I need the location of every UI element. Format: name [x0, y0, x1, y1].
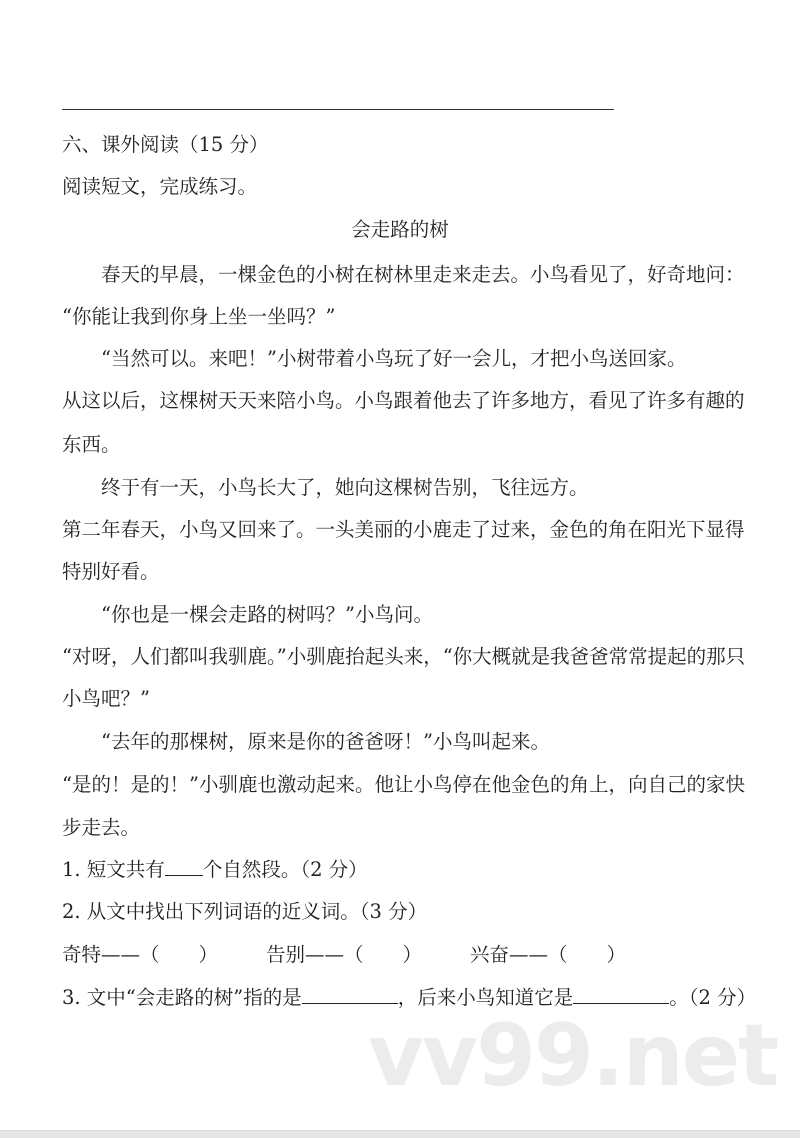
story-line: 东西。 — [62, 433, 121, 456]
story-line: 第二年春天，小鸟又回来了。一头美丽的小鹿走了过来，金色的角在阳光下显得 — [62, 518, 745, 541]
answer-line — [62, 109, 614, 110]
story-line: “是的！是的！”小驯鹿也激动起来。他让小鸟停在他金色的角上，向自己的家快 — [62, 773, 745, 796]
question-2: 2. 从文中找出下列词语的近义词。（3 分） — [62, 900, 428, 923]
story-line: “当然可以。来吧！”小树带着小鸟玩了好一会儿，才把小鸟送回家。 — [101, 347, 687, 370]
q3-answer-blank-2[interactable] — [573, 985, 669, 1004]
q1-suffix: 个自然段。（2 分） — [202, 858, 368, 881]
synonym-item[interactable]: 奇特——（ ） — [62, 943, 219, 966]
story-line: “对呀，人们都叫我驯鹿。”小驯鹿抬起头来，“你大概就是我爸爸常常提起的那只 — [62, 645, 746, 668]
section-heading: 六、课外阅读（15 分） — [62, 133, 269, 156]
story-line: “你能让我到你身上坐一坐吗？” — [62, 305, 336, 328]
story-line: “去年的那棵树，原来是你的爸爸呀！”小鸟叫起来。 — [101, 730, 550, 753]
synonym-item[interactable]: 告别——（ ） — [266, 943, 423, 966]
q3-prefix: 3. 文中“会走路的树”指的是 — [62, 986, 302, 1009]
q3-suffix: 。（2 分） — [669, 986, 757, 1009]
story-line: 特别好看。 — [62, 560, 160, 583]
story-line: 小鸟吧？” — [62, 687, 150, 710]
story-line: 步走去。 — [62, 816, 141, 839]
story-line: “你也是一棵会走路的树吗？”小鸟问。 — [101, 603, 433, 626]
story-title: 会走路的树 — [351, 218, 449, 241]
story-line: 春天的早晨，一棵金色的小树在树林里走来走去。小鸟看见了，好奇地问： — [101, 263, 745, 286]
q3-middle: ，后来小鸟知道它是 — [397, 986, 574, 1009]
story-line: 从这以后，这棵树天天来陪小鸟。小鸟跟着他去了许多地方，看见了许多有趣的 — [62, 389, 745, 412]
synonym-item[interactable]: 兴奋——（ ） — [470, 943, 627, 966]
q1-prefix: 1. 短文共有 — [62, 858, 165, 881]
story-line: 终于有一天，小鸟长大了，她向这棵树告别，飞往远方。 — [101, 476, 589, 499]
watermark: vv99.net — [368, 1006, 778, 1106]
instruction: 阅读短文，完成练习。 — [62, 175, 258, 198]
q3-answer-blank-1[interactable] — [302, 985, 398, 1004]
question-2-items — [62, 942, 626, 968]
question-1 — [62, 857, 368, 883]
q1-answer-blank[interactable] — [165, 857, 203, 876]
